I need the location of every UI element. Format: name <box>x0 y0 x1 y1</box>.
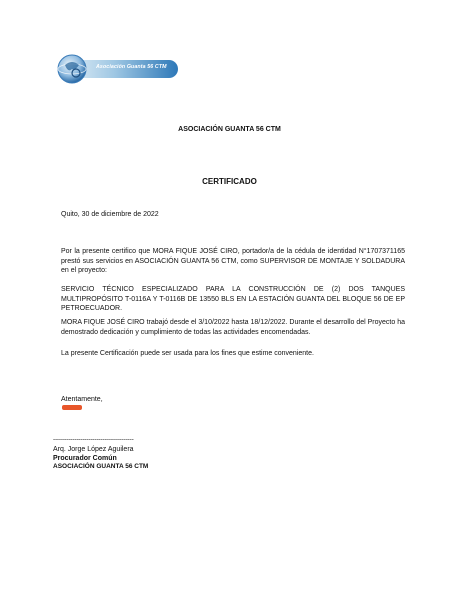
signatory-name: Arq. Jorge López Aguilera <box>53 446 134 453</box>
paragraph-usage: La presente Certificación puede ser usada para los fines que estime conveniente. <box>61 350 314 357</box>
signature-line: ----------------------------------------- <box>53 436 134 443</box>
logo-text: Asociación Guanta 56 CTM <box>96 64 167 70</box>
paragraph-project: SERVICIO TÉCNICO ESPECIALIZADO PARA LA CONSTRUCCIÓN DE (2) DOS TANQUES MULTIPROPÓSITO T-0116A Y T-0116B DE 13550 BLS EN LA ESTACIÓN GUANTA DEL BLOQUE 56 DE EP PETROECUADOR. <box>61 286 405 312</box>
organization-logo <box>56 51 178 88</box>
date-line: Quito, 30 de diciembre de 2022 <box>61 211 159 218</box>
paragraph-certification: Por la presente certifico que MORA FIQUE JOSÉ CIRO, portador/a de la cédula de identidad N°1707371165 prestó sus servicios en ASOCIACIÓN GUANTA 56 CTM, como SUPERVISOR DE MONTAJE Y SOLDADURA en el proyecto: <box>61 248 405 274</box>
closing-salutation: Atentamente, <box>61 396 103 403</box>
signatory-organization: ASOCIACIÓN GUANTA 56 CTM <box>53 463 149 470</box>
organization-title: ASOCIACIÓN GUANTA 56 CTM <box>178 126 281 133</box>
paragraph-period: MORA FIQUE JOSÉ CIRO trabajó desde el 3/10/2022 hasta 18/12/2022. Durante el desarrollo del Proyecto ha demostrado dedicación y cumplimiento de todas las actividades encomendadas. <box>61 319 405 336</box>
signature-stamp <box>62 405 82 410</box>
document-title: CERTIFICADO <box>202 177 257 186</box>
globe-logo-icon <box>56 53 88 85</box>
signatory-role: Procurador Común <box>53 455 117 462</box>
